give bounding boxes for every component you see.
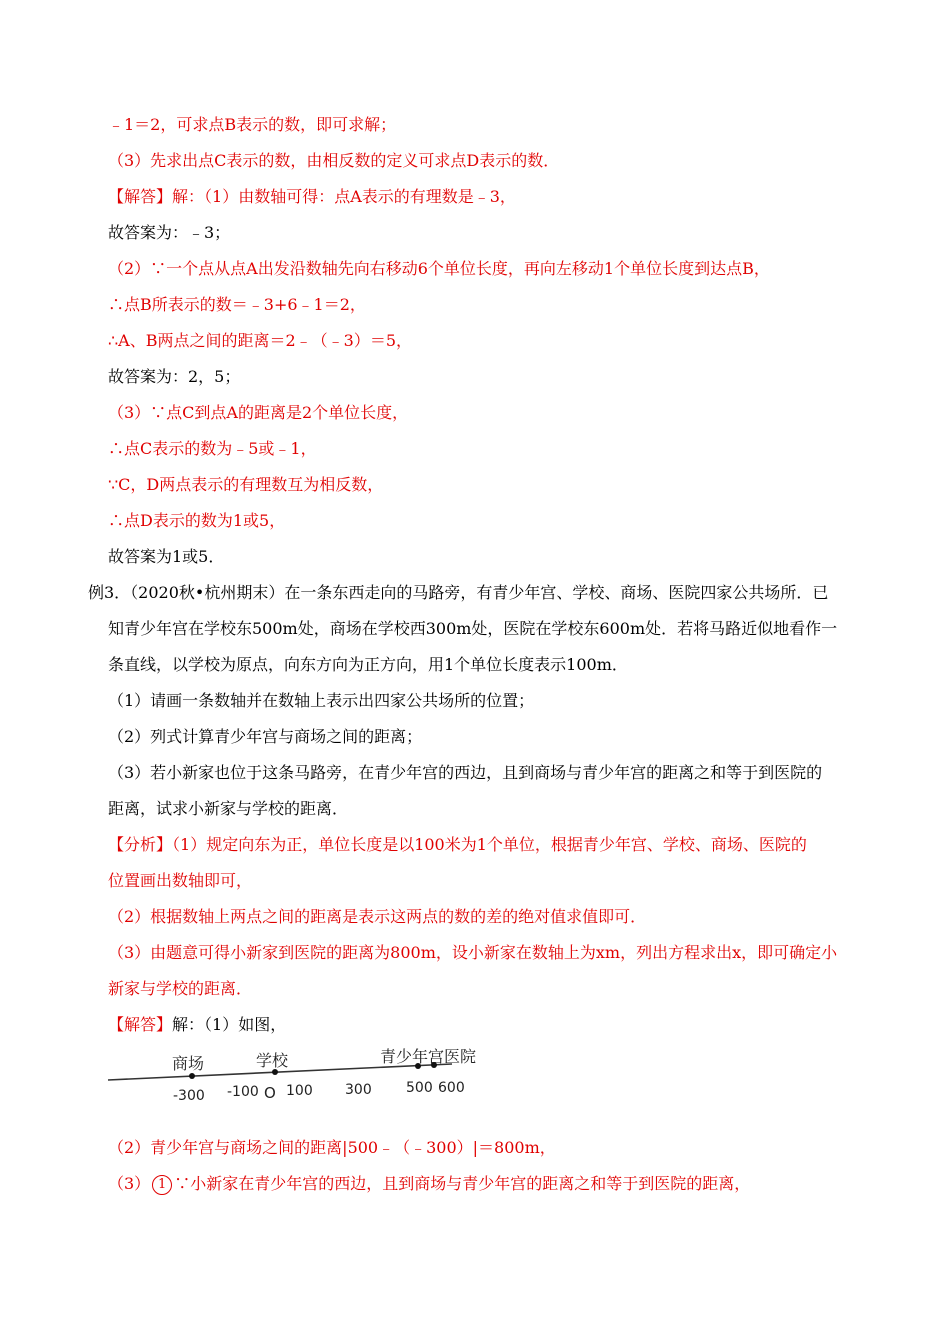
line-10: ∴点C表示的数为﹣5或﹣1，: [108, 439, 317, 458]
line-02: （3）先求出点C表示的数，由相反数的定义可求点D表示的数．: [108, 151, 560, 170]
line-01: ﹣1＝2，可求点B表示的数，即可求解；: [108, 115, 397, 134]
line-12: ∴点D表示的数为1或5，: [108, 511, 286, 530]
line-19: （3）若小新家也位于这条马路旁，在青少年宫的西边，且到商场与青少年宫的距离之和等于到医院的: [108, 763, 823, 782]
answer-label: 【解答】: [108, 187, 173, 206]
line-15: 知青少年宫在学校东500m处，商场在学校西300m处，医院在学校东600m处．若将马路近似地看作一: [108, 619, 838, 638]
tick-label: 100: [286, 1083, 313, 1099]
line-08: 故答案为：2，5；: [108, 367, 241, 386]
answer-label-2: 【解答】: [108, 1015, 173, 1034]
line-03: [108, 186, 516, 208]
tick-label: 300: [345, 1082, 372, 1098]
line-24: （3）由题意可得小新家到医院的距离为800m，设小新家在数轴上为xm，列出方程求出x，即可确定小: [108, 943, 838, 962]
line-17: （1）请画一条数轴并在数轴上表示出四家公共场所的位置；: [108, 691, 535, 710]
line-05: （2）∵一个点从点A出发沿数轴先向右移动6个单位长度，再向左移动1个单位长度到达点B，: [108, 259, 770, 278]
tick-label: -300: [173, 1088, 205, 1104]
line-21-text: （1）规定向东为正，单位长度是以100米为1个单位，根据青少年宫、学校、商场、医院的: [172, 835, 807, 854]
line-11: ∵C，D两点表示的有理数互为相反数，: [108, 475, 384, 494]
line-25: 新家与学校的距离．: [108, 979, 253, 998]
place-label-school: 学校: [256, 1051, 289, 1070]
line-27: （2）青少年宫与商场之间的距离|500﹣（﹣300）|＝800m，: [108, 1138, 556, 1157]
line-23: （2）根据数轴上两点之间的距离是表示这两点的数的差的绝对值求值即可．: [108, 907, 647, 926]
line-16: 条直线，以学校为原点，向东方向为正方向，用1个单位长度表示100m．: [108, 655, 628, 674]
tick-label: O: [264, 1084, 276, 1102]
number-line-figure: [100, 1038, 480, 1110]
line-20: 距离，试求小新家与学校的距离．: [108, 799, 349, 818]
line-28: [108, 1173, 750, 1195]
line-21: [108, 834, 807, 856]
point-market: [189, 1073, 195, 1079]
line-28-prefix: （3）: [108, 1174, 151, 1193]
tick-label: 500: [406, 1080, 433, 1096]
line-26: [108, 1014, 286, 1036]
tick-label: 600: [438, 1080, 465, 1096]
tick-label: -100: [227, 1084, 259, 1100]
line-28-text: ∵小新家在青少年宫的西边，且到商场与青少年宫的距离之和等于到医院的距离，: [174, 1174, 751, 1193]
place-label-youth-palace-hospital: 青少年宫医院: [380, 1047, 477, 1066]
line-18: （2）列式计算青少年宫与商场之间的距离；: [108, 727, 423, 746]
line-26-text: 解：（1）如图，: [172, 1015, 287, 1034]
line-06: ∴点B所表示的数＝﹣3+6﹣1＝2，: [108, 295, 366, 314]
line-22: 位置画出数轴即可，: [108, 871, 253, 890]
line-04: 故答案为：﹣3；: [108, 223, 231, 242]
line-14: 例3．（2020秋•杭州期末）在一条东西走向的马路旁，有青少年宫、学校、商场、医院四家公共场所．已: [88, 583, 829, 602]
line-03-text: 解：（1）由数轴可得：点A表示的有理数是﹣3，: [172, 187, 516, 206]
line-13: 故答案为1或5．: [108, 547, 225, 566]
line-09: （3）∵点C到点A的距离是2个单位长度，: [108, 403, 409, 422]
line-07: ∴A、B两点之间的距离＝2﹣（﹣3）＝5，: [108, 331, 413, 350]
circled-number-1: 1: [152, 1175, 172, 1195]
analysis-label: 【分析】: [108, 835, 173, 854]
place-label-market: 商场: [172, 1054, 205, 1073]
